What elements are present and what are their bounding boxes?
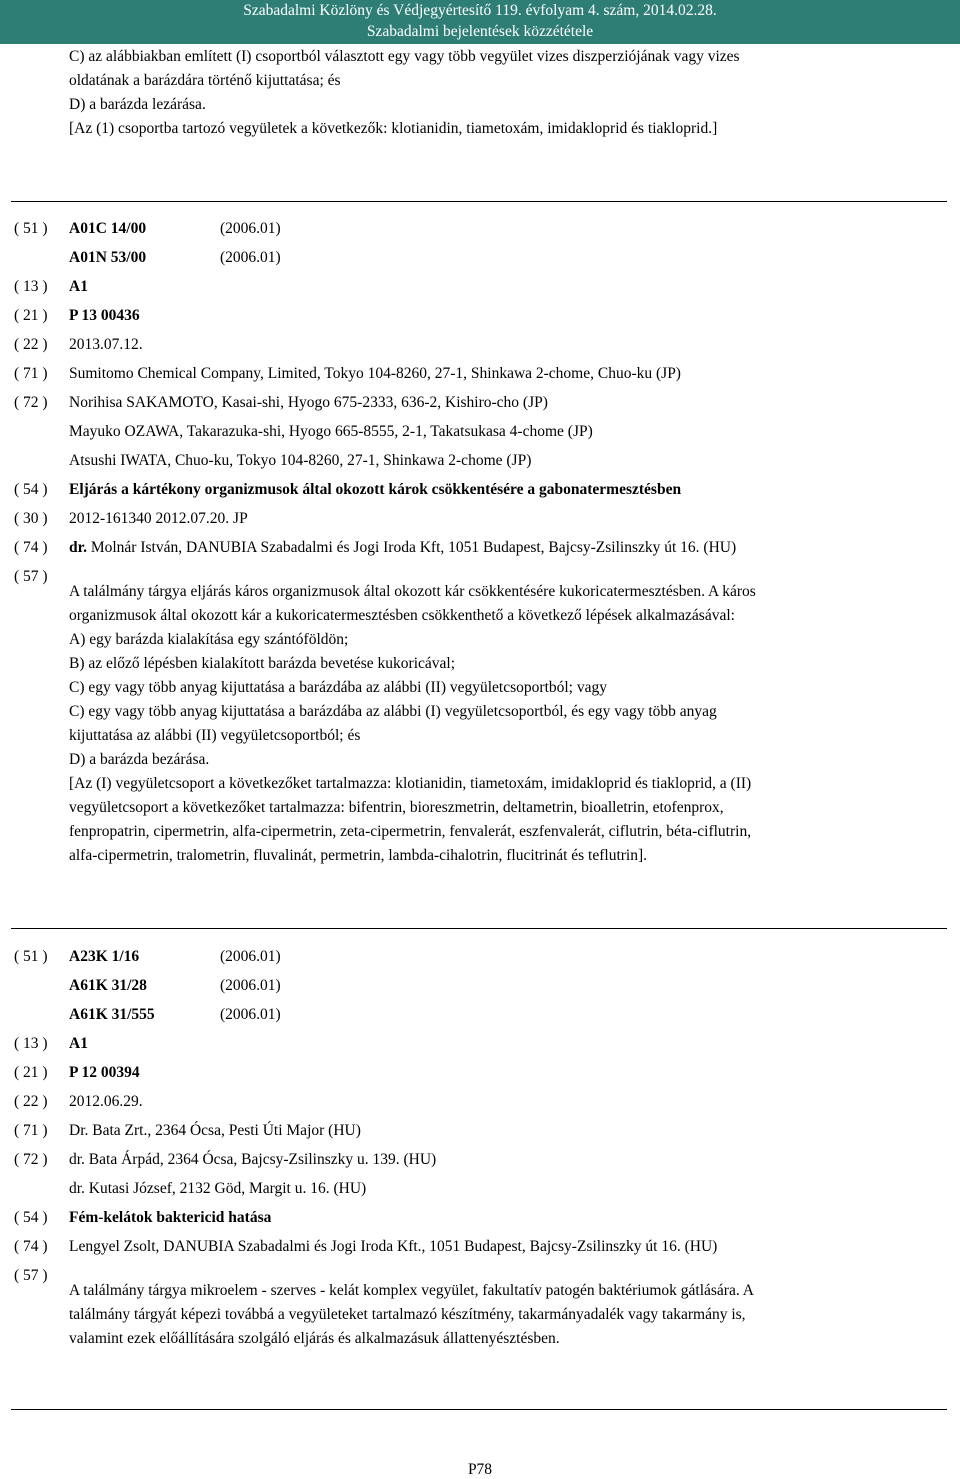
label-21: ( 21 ) <box>14 1064 48 1081</box>
kind-code: A1 <box>69 278 88 295</box>
continuation-line: D) a barázda lezárása. <box>69 96 206 113</box>
journal-title: Szabadalmi Közlöny és Védjegyértesítő 119. évfolyam 4. szám, 2014.02.28. <box>243 2 717 19</box>
section-title: Szabadalmi bejelentések közzététele <box>366 23 594 40</box>
label-21: ( 21 ) <box>14 307 48 324</box>
abstract-line: D) a barázda bezárása. <box>69 751 210 768</box>
label-72: ( 72 ) <box>14 1151 48 1168</box>
label-57: ( 57 ) <box>14 568 48 585</box>
label-22: ( 22 ) <box>14 336 48 353</box>
priority: 2012-161340 2012.07.20. JP <box>69 510 248 527</box>
continuation-line: [Az (1) csoportba tartozó vegyületek a következők: klotianidin, tiametoxám, imidakloprid és tiakloprid.] <box>69 120 718 137</box>
label-54: ( 54 ) <box>14 1209 48 1226</box>
label-13: ( 13 ) <box>14 1035 48 1052</box>
application-number: P 12 00394 <box>69 1064 140 1081</box>
abstract-line: C) egy vagy több anyag kijuttatása a barázdába az alábbi (II) vegyületcsoportból; vagy <box>69 679 607 696</box>
ipc-code: A01N 53/00 <box>69 249 147 266</box>
inventor: Mayuko OZAWA, Takarazuka-shi, Hyogo 665-8555, 2-1, Takatsukasa 4-chome (JP) <box>69 423 593 440</box>
inventor: Atsushi IWATA, Chuo-ku, Tokyo 104-8260, 27-1, Shinkawa 2-chome (JP) <box>69 452 532 469</box>
inventor: Norihisa SAKAMOTO, Kasai-shi, Hyogo 675-2333, 636-2, Kishiro-cho (JP) <box>69 394 548 411</box>
abstract-line: A találmány tárgya eljárás káros organizmusok által okozott kár csökkentésére kukoricatermesztésben. A káros <box>69 583 756 600</box>
inventor: dr. Bata Árpád, 2364 Ócsa, Bajcsy-Zsilinszky u. 139. (HU) <box>69 1151 437 1168</box>
invention-title: Eljárás a kártékony organizmusok által okozott károk csökkentésére a gabonatermesztésben <box>69 481 682 498</box>
filing-date: 2013.07.12. <box>69 336 143 353</box>
agent <box>69 538 736 558</box>
continuation-line: oldatának a barázdára történő kijuttatása; és <box>69 72 341 89</box>
entry-separator <box>11 1409 947 1410</box>
ipc-code: A01C 14/00 <box>69 220 147 237</box>
ipc-date: (2006.01) <box>220 249 281 266</box>
entry-separator <box>11 201 947 202</box>
abstract-line: C) egy vagy több anyag kijuttatása a barázdába az alábbi (I) vegyületcsoportból, és egy vagy több anyag <box>69 703 717 720</box>
abstract <box>69 580 889 868</box>
agent: Lengyel Zsolt, DANUBIA Szabadalmi és Jogi Iroda Kft., 1051 Budapest, Bajcsy-Zsilinszky út 16. (HU) <box>69 1238 718 1255</box>
ipc-code: A61K 31/555 <box>69 1006 155 1023</box>
abstract-line: kijuttatása az alábbi (II) vegyületcsoportból; és <box>69 727 361 744</box>
continuation-text <box>69 45 889 141</box>
ipc-date: (2006.01) <box>220 220 281 237</box>
abstract-line: fenpropatrin, cipermetrin, alfa-cipermetrin, zeta-cipermetrin, fenvalerát, eszfenvalerát, ciflutrin, béta-ciflutrin, <box>69 823 752 840</box>
label-57: ( 57 ) <box>14 1267 48 1284</box>
label-74: ( 74 ) <box>14 1238 48 1255</box>
label-51: ( 51 ) <box>14 220 48 237</box>
agent-name: Molnár István, DANUBIA Szabadalmi és Jogi Iroda Kft, 1051 Budapest, Bajcsy-Zsilinszky út 16. (HU) <box>86 539 737 556</box>
abstract-line: A találmány tárgya mikroelem - szerves - kelát komplex vegyület, fakultatív patogén baktériumok gátlására. A <box>69 1282 754 1299</box>
header-band <box>0 0 960 44</box>
label-13: ( 13 ) <box>14 278 48 295</box>
applicant: Sumitomo Chemical Company, Limited, Tokyo 104-8260, 27-1, Shinkawa 2-chome, Chuo-ku (JP) <box>69 365 681 382</box>
ipc-date: (2006.01) <box>220 948 281 965</box>
applicant: Dr. Bata Zrt., 2364 Ócsa, Pesti Úti Major (HU) <box>69 1122 361 1139</box>
ipc-date: (2006.01) <box>220 1006 281 1023</box>
filing-date: 2012.06.29. <box>69 1093 143 1110</box>
abstract-line: vegyületcsoport a következőket tartalmazza: bifentrin, bioreszmetrin, deltametrin, bioalletrin, etofenprox, <box>69 799 724 816</box>
ipc-code: A61K 31/28 <box>69 977 147 994</box>
abstract-line: találmány tárgyát képezi továbbá a vegyületeket tartalmazó készítmény, takarmányadalék vagy takarmány is, <box>69 1306 746 1323</box>
label-72: ( 72 ) <box>14 394 48 411</box>
label-30: ( 30 ) <box>14 510 48 527</box>
abstract-line: alfa-cipermetrin, tralometrin, fluvalinát, permetrin, lambda-cihalotrin, flucitrinát és teflutrin]. <box>69 847 648 864</box>
entry-separator <box>11 928 947 929</box>
label-22: ( 22 ) <box>14 1093 48 1110</box>
abstract-line: [Az (I) vegyületcsoport a következőket tartalmazza: klotianidin, tiametoxám, imidakloprid és tiakloprid, a (II) <box>69 775 752 792</box>
abstract-line: organizmusok által okozott kár a kukoricatermesztésben csökkenthető a következő lépések alkalmazásával: <box>69 607 735 624</box>
abstract <box>69 1279 889 1351</box>
label-74: ( 74 ) <box>14 539 48 556</box>
ipc-date: (2006.01) <box>220 977 281 994</box>
page-number: P78 <box>467 1461 493 1478</box>
continuation-line: C) az alábbiakban említett (I) csoportból választott egy vagy több vegyület vizes diszperziójának vagy vizes <box>69 48 740 65</box>
invention-title: Fém-kelátok baktericid hatása <box>69 1209 272 1226</box>
label-71: ( 71 ) <box>14 365 48 382</box>
application-number: P 13 00436 <box>69 307 140 324</box>
abstract-line: A) egy barázda kialakítása egy szántóföldön; <box>69 631 349 648</box>
inventor: dr. Kutasi József, 2132 Göd, Margit u. 16. (HU) <box>69 1180 367 1197</box>
label-54: ( 54 ) <box>14 481 48 498</box>
label-71: ( 71 ) <box>14 1122 48 1139</box>
label-51: ( 51 ) <box>14 948 48 965</box>
kind-code: A1 <box>69 1035 88 1052</box>
abstract-line: B) az előző lépésben kialakított barázda bevetése kukoricával; <box>69 655 456 672</box>
abstract-line: valamint ezek előállítására szolgáló eljárás és alkalmazásuk állattenyésztésben. <box>69 1330 560 1347</box>
agent-prefix: dr. <box>69 539 87 556</box>
ipc-code: A23K 1/16 <box>69 948 140 965</box>
